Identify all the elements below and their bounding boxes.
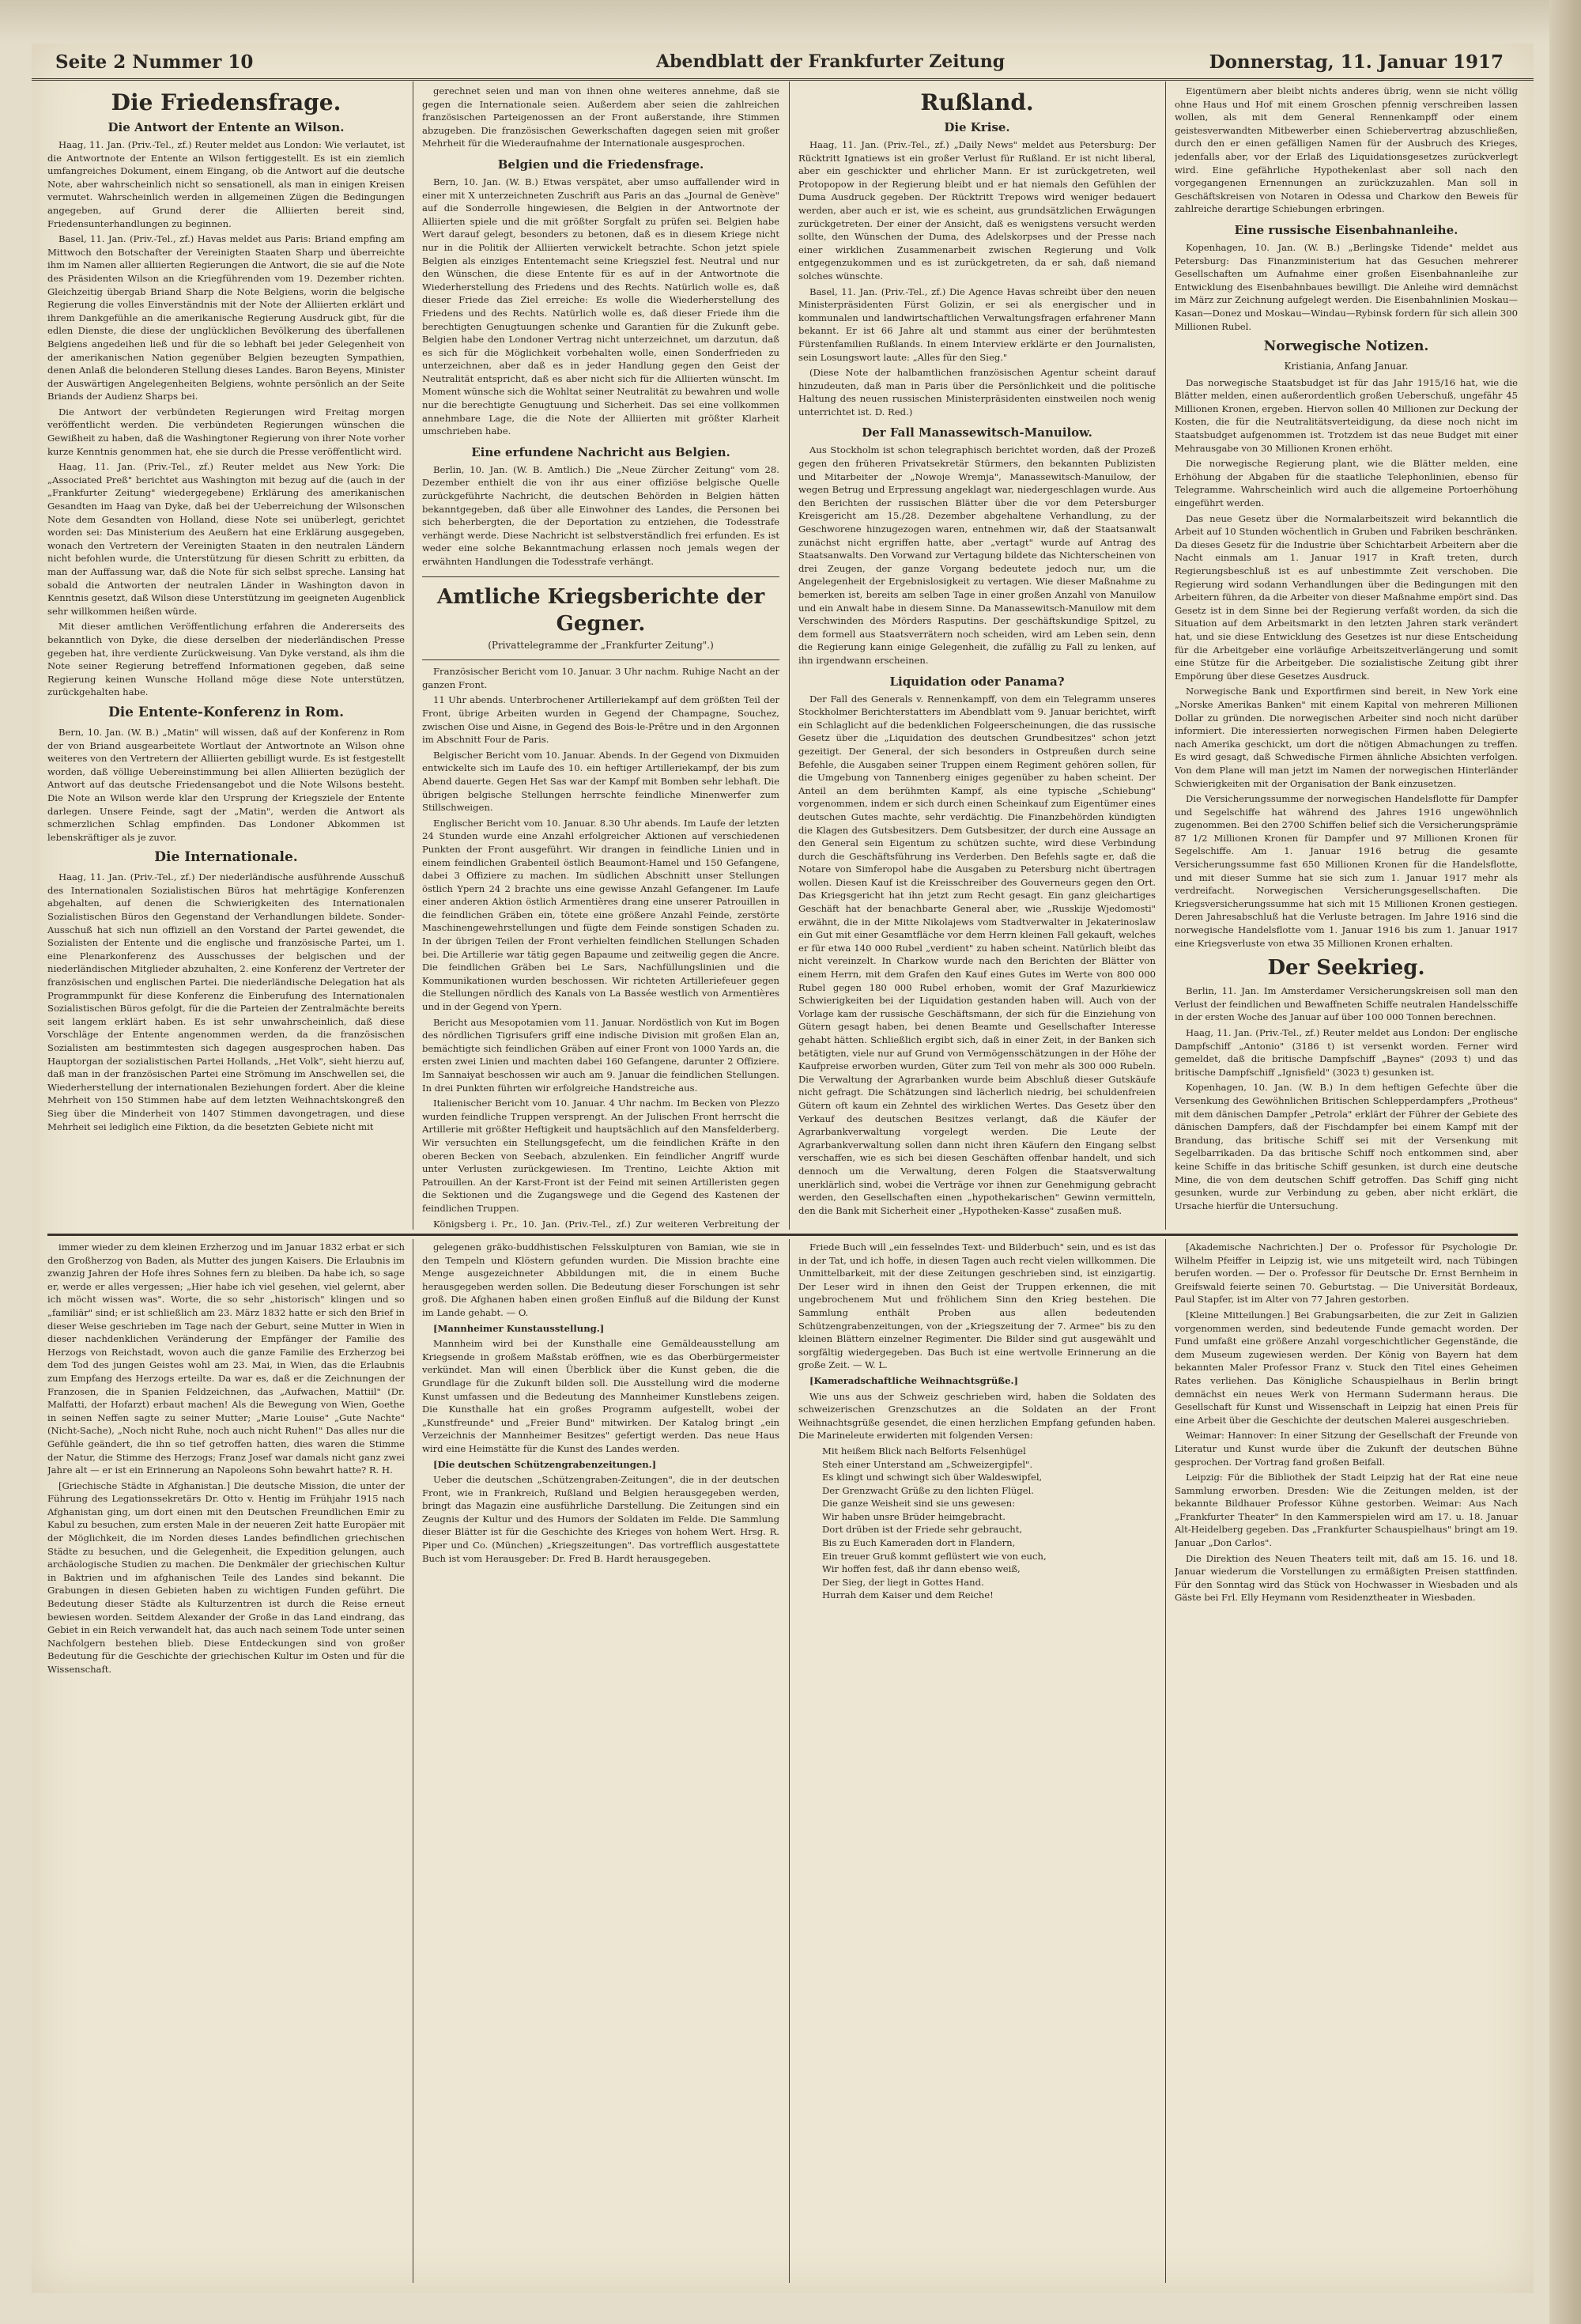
paragraph: Bericht aus Mesopotamien vom 11. Januar. Nordöstlich von Kut im Bogen des nördlichen Tigrisufers griff eine indische Division mit großen Elan an, bemächtigte sich feindlichen Gräben auf einer Front von 1000 Yards an, die ersten zwei Linien und machten dabei 160 Gefangene, darunter 2 Offiziere. Im Sannaiyat beschossen wir auch am 9. Januar die feindlichen Stellungen. In drei Punkten führten wir erfolgreiche Handstreiche aus. [422, 1016, 779, 1094]
paragraph: Leipzig: Für die Bibliothek der Stadt Leipzig hat der Rat eine neue Sammlung erworben. Dresden: Wie die Zeitungen melden, ist der bekannte Bildhauer Professor Kühne gestorben. Weimar: Aus Nach „Frankfurter Theater" In den Kammerspielen wird am 17. u. 18. Januar Alt-Heidelberg gegeben. Das „Frankfurter Schauspielhaus" bringt am 19. Januar „Don Carlos". [1175, 1472, 1518, 1549]
column-2 [422, 85, 779, 1230]
paragraph: Bern, 10. Jan. (W. B.) Etwas verspätet, aber umso auffallender wird in einer mit X unterzeichneten Zuschrift aus Paris an das „Journal de Genève" auf die Sonderrolle hingewiesen, die Belgien in der Antwortnote der Alliierten spiele und die mit größter Sorgfalt zu prüfen sei. Belgien habe Wert darauf gelegt, besonders zu betonen, daß es in diesem Kriege nicht nur in die Politik der Alliierten verwickelt betrachte. Schon jetzt spiele Belgien als einziges Ententemacht seine Kriegsziel fest. Neutral und nur den Wünschen, die diese Entente für es auf in der Antwortnote die Wiederherstellung des Friedens und des Rechts. Natürlich wolle es, daß dieser Friede das Ziel erreiche: Es wolle die Wiederherstellung des Friedens und des Rechts. Natürlich wolle es, daß dieser Friede ihm die berechtigten Genugtuungen schenke und Garantien für die Zukunft gebe. Belgien habe den Londoner Vertrag nicht unterzeichnet, um darzutun, daß es sich für die Möglichkeit vorbehalten wolle, einen Sonderfrieden zu unterzeichnen, aber daß es in jeder Handlung gegen den Geist der Neutralität entspricht, daß es aber nicht sich für die Alliierten wünscht. Im Moment wünsche sich die Wohltat seiner Neutralität zu bewahren und wolle nur die berechtigte Genugtuung und Sicherheit. Das sei eine vollkommen annehmbare Lage, die die Note der Alliierten mit größter Klarheit umschrieben habe. [422, 176, 779, 437]
masthead: Abendblatt der Frankfurter Zeitung [656, 51, 1006, 72]
poem-line: Hurrah dem Kaiser und dem Reiche! [822, 1589, 994, 1601]
column-rule [789, 1239, 790, 2283]
section-heading: Eine russische Eisenbahnanleihe. [1234, 222, 1458, 237]
column-1 [47, 85, 405, 1230]
paragraph: [Akademische Nachrichten.] Der o. Professor für Psychologie Dr. Wilhelm Pfeiffer in Leipzig ist, wie uns mitgeteilt wird, nach Tübingen berufen worden. — Der o. Professor für Deutsche Dr. Ernst Bernheim in Greifswald feierte seinen 70. Geburtstag. — Die Universität Bordeaux, Paul Stapfer, ist im Alter von 77 Jahren gestorben. [1175, 1241, 1518, 1306]
page-number: Seite 2 Nummer 10 [55, 51, 254, 73]
paragraph: Das norwegische Staatsbudget ist für das Jahr 1915/16 hat, wie die Blätter melden, einen außerordentlich großen Ueberschuß, ungefähr 45 Millionen Kronen, ergeben. Hiervon sollen 40 Millionen zur Deckung der Kosten, die für die Neutralitätsverteidigung, da diese noch nicht im Staatsbudget aufgenommen ist. Trotzdem ist das neue Budget mit einer Mehrausgabe von 30 Millionen Kronen erhöht. [1175, 376, 1518, 454]
paragraph: Die Direktion des Neuen Theaters teilt mit, daß am 15. 16. und 18. Januar wiederum die Vorstellungen zu ermäßigten Preisen stattfinden. Für den Sonntag wird das Stück von Hochwasser in Wiesbaden und als Gäste bei Frl. Elly Heymann vom Residenztheater in Wiesbaden. [1175, 1552, 1518, 1604]
paragraph: Die Antwort der verbündeten Regierungen wird Freitag morgen veröffentlicht werden. Die verbündeten Regierungen wünschen die Gewißheit zu haben, daß die Washingtoner Regierung von ihrer Note vorher kurze Kenntnis genommen hat, ehe sie durch die Presse veröffentlicht wird. [47, 406, 405, 457]
poem-line: Der Grenzwacht Grüße zu den lichten Flügel. [822, 1484, 1034, 1496]
section-title: Amtliche Kriegsberichte der Gegner. [436, 584, 765, 636]
paragraph: Italienischer Bericht vom 10. Januar. 4 Uhr nachm. Im Becken von Plezzo wurden feindliche Truppen versprengt. An der Julischen Front herrscht die Artillerie mit größter Heftigkeit und hauptsächlich auf den Mansfelderberg. Wir versuchten ein Stellungsgefecht, um die feindlichen Kräfte in den oberen Becken von Seebach, abzulenken. Ein feindlicher Angriff wurde unter Verlusten zurückgewiesen. Im Trentino, Leichte Aktion mit Patrouillen. An der Karst-Front ist der Feind mit seinen Artilleristen gegen die Sektionen und die Zugangswege und die Gegend des Kastenen der feindlichen Truppen. [422, 1098, 779, 1214]
section-heading: Norwegische Notizen. [1263, 338, 1429, 355]
paragraph: (Diese Note der halbamtlichen französischen Agentur scheint darauf hinzudeuten, daß man in Paris über die Persönlichkeit und die politische Haltung des neuen russischen Ministerpräsidenten einstweilen noch wenig unterrichtet ist. D. Red.) [798, 367, 1156, 418]
paragraph: gelegenen gräko-buddhistischen Felsskulpturen von Bamian, wie sie in den Tempeln und Klöstern gefunden wurden. Die Mission brachte eine Menge ausgezeichneter Abbildungen mit, die in einem Buche herausgegeben werden sollen. Die Bedeutung dieser Forschungen ist sehr groß. Die Afghanen haben einen großen Einfluß auf die Bildung der Kunst im Lande gehabt. — O. [422, 1241, 779, 1318]
poem [798, 1445, 1156, 1602]
paragraph: Aus Stockholm ist schon telegraphisch berichtet worden, daß der Prozeß gegen den früheren Privatsekretär Stürmers, den bekannten Publizisten und Mitarbeiter der „Nowoje Wremja", Manassewitsch-Manuilow, der wegen Betrug und Erpressung angeklagt war, niedergeschlagen wurde. Aus den Berichten der russischen Blätter über die vor dem Petersburger Kreisgericht am 15./28. Dezember abgehaltene Verhandlung, zu der Geschworene hinzugezogen waren, entnehmen wir, daß der Staatsanwalt zunächst nicht ergriffen hatte, aber „vertagt" wurde auf Antrag des Staatsanwalts. Den Vorwand zur Vertagung bildete das Nichterscheinen von drei Zeugen, der ganze Vorgang bedeutete jedoch nur, um die Angelegenheit der Ergebnislosigkeit zu vertagen. Wie dieser Maßnahme zu bemerken ist, bereits am selben Tage in einer großen Anzahl von Manuilow und ein Anwalt habe in diesem Sinne. Da Manassewitsch-Manuilow mit dem Verschwinden des Mörders Rasputins. Der geschäftskundige Spitzel, zu dem formell aus Staatsverrätern noch scheiden, wird am Leben sein, denn die Regierung kann einige Gelegenheit, die zufällig zu Fall zu lenken, auf ihn irgendwann erscheinen. [798, 444, 1156, 666]
page-header [32, 43, 1534, 81]
paragraph: [Kameradschaftliche Weihnachtsgrüße.] [809, 1374, 1018, 1386]
paragraph: Haag, 11. Jan. (Priv.-Tel., zf.) Der niederländische ausführende Ausschuß des Internationalen Sozialistischen Büros hat mehrtägige Konferenzen abgehalten, auf denen die Schwierigkeiten des Internationalen Sozialistischen Büros den Gegenstand der Verhandlungen bildete. Sonder-Ausschuß hat sich nun offiziell an den Vorstand der Partei gewendet, die Sozialisten der Entente und die englische und französische Partei, um 1. eine Plenarkonferenz des Ausschusses der belgischen und der niederländischen Mitglieder abzuhalten, 2. eine Konferenz der Vertreter der französischen und englischen Partei. Die niederländische Delegation hat als Programmpunkt für diese Konferenz die Einberufung des Internationalen Sozialistischen Büros gefolgt, für die die Parteien der Zentralmächte bereits seit langem erklärt haben. Es ist sehr unwahrscheinlich, daß diese Vorschläge der Entente angenommen werden, da die französischen Sozialisten am bestimmtesten sich dagegen ausgesprochen haben. Das Hauptorgan der sozialistischen Partei Hollands, „Het Volk", sieht hierzu auf, daß man in der französischen Partei eine Strömung im Anschwellen sei, die Wiederherstellung der internationalen Beziehungen fordert. Aber die kleine Mehrheit von 150 Stimmen habe auf dem letzten Weihnachtskongreß den Sieg über die Minderheit von 1407 Stimmen davongetragen, und diese Mehrheit sei lediglich eine Fiktion, da die besetzten Gebiete nicht mit [47, 871, 405, 1132]
issue-date: Donnerstag, 11. Januar 1917 [1209, 51, 1504, 73]
paragraph: Haag, 11. Jan. (Priv.-Tel., zf.) Reuter meldet aus London: Wie verlautet, ist die Antwortnote der Entente an Wilson fertiggestellt. Es ist ein ziemlich umfangreiches Dokument, einem Eingang, ob die Antwort auf die deutsche Note, aber wahrscheinlich nicht so sensationell, als man in einigen Kreisen vermutet. Wahrscheinlich werden in allgemeinen Zügen die Bedingungen angegeben, auf Grund derer die Alliierten bereit sind, Friedensunterhandlungen zu beginnen. [47, 139, 405, 229]
paragraph: Berlin, 10. Jan. (W. B. Amtlich.) Die „Neue Zürcher Zeitung" vom 28. Dezember enthielt die von ihr aus einer offiziöse belgische Quelle zurückgeführte Nachricht, die deutschen Behörden in Belgien hätten bekanntgegeben, daß über alle Einwohner des Landes, die Personen bei sich beherbergten, die der Deportation zu entziehen, die Todesstrafe verhängt werde. Diese Nachricht ist selbstverständlich frei erfunden. Es ist weder eine solche Bekanntmachung erlassen noch jemals wegen der erwähnten Handlungen die Todesstrafe verhängt. [422, 463, 779, 567]
section-heading: Die Internationale. [154, 849, 298, 866]
column-4 [1175, 85, 1518, 1230]
poem-line: Bis zu Euch Kameraden dort in Flandern, [822, 1537, 1016, 1549]
dateline: Kristiania, Anfang Januar. [1284, 361, 1409, 372]
paragraph: Kopenhagen, 10. Jan. (W. B.) „Berlingske Tidende" meldet aus Petersburg: Das Finanzministerium hat das Gesuchen mehrerer Gesellschaften um Aufnahme einer großen Eisenbahnanleihe zur Entwicklung des Eisenbahnbaues bewilligt. Die Anleihe wird demnächst im März zur Zeichnung aufgelegt werden. Die Eisenbahnlinien Moskau—Kasan—Donez und Moskau—Windau—Rybinsk fordern für sich allein 300 Millionen Rubel. [1175, 241, 1518, 332]
paragraph: Mannheim wird bei der Kunsthalle eine Gemäldeausstellung am Kriegsende in großem Maßstab eröffnen, wie es das Oberbürgermeister verkündet. Man will einen Überblick über die Kunst geben, die die Grundlage für die Zukunft bilden soll. Die Ausstellung wird die moderne Kunst umfassen und die Bedeutung des Mannheimer Kunstlebens zeigen. Die Kunsthalle hat ein großes Programm aufgestellt, wobei der „Kunstfreunde" und „Freier Bund" mitwirken. Der Katalog bringt „ein Verzeichnis der Mannheimer Besitzes" gefertigt werden. Das neue Haus wird eine Heimstätte für die Kunst des Landes werden. [422, 1338, 779, 1454]
scan-top-shadow [0, 0, 1581, 43]
article-title: Rußland. [920, 89, 1034, 115]
paragraph: gerechnet seien und man von ihnen ohne weiteres annehme, daß sie gegen die Internationale seien. Außerdem aber seien die zahlreichen französischen Parteigenossen an der Front außerstande, ihre Stimmen abzugeben. Die französischen Gewerkschaften dagegen seien mit großer Mehrheit für die Wiederaufnahme der Internationale ausgesprochen. [422, 85, 779, 149]
paragraph: Der Fall des Generals v. Rennenkampff, von dem ein Telegramm unseres Stockholmer Berichterstatters im Abendblatt vom 9. Januar berichtet, wirft ein Schlaglicht auf die bedenklichen Folgeerscheinungen, die das russische Gesetz über die „Liquidation des deutschen Grundbesitzes" schon jetzt gezeitigt. Der General, der sich besonders in Ostpreußen durch seine Befehle, die Ausgaben seiner Truppen einem Regiment gehören sollen, für die Umgebung von Tannenberg einiges gegenüber zu haben scheint. Der Anteil an dem berühmten Kampf, als eine typische „Schiebung" vorgenommen, indem er sich durch einen Scheinkauf zum Eigentümer eines deutschen Gutes machte, sehr verdächtig. Die Finanzbehörden kündigten die Klagen des Gutsbesitzers. Dem Gutsbesitzer, der durch eine Aussage an den General sein Eigentum zu schützen suchte, wird diese Verbindung durch die Geschäftsführung ins Verderben. Den Befehls sagte er, daß die Notare von Simferopol habe die Ausgaben zu Petersburg nicht übertragen wollen. Diesen Kauf ist die Kreisschreiber des Gouverneurs gegen den Ort. Das Kriegsgericht hat ihn jetzt zum Recht gesagt. Ein ganz gleichartiges Geschäft hat der benachbarte General aber, wie „Russkije Wjedomosti" erwähnt, die in der Mitte Nikolajews vom Stadtverwalter in Jekaterinoslaw ein Gut mit einer Gesamtfläche vor dem Herrn kleinen Fall gekauft, welches er für etwa 140 000 Rubel „verdient" zu haben scheint. Natürlich bleibt das nicht vereinzelt. In Charkow wurde nach den Berichten der Blätter von einem Herrn, mit dem Grafen den Kauf eines Gutes im Werte von 800 000 Rubel gegen 180 000 Rubel erhoben, womit der Graf Mazurkiewicz Schwierigkeiten bei der Liquidation gestanden haben will. Auch von der Vorlage kam der russische Geschäftsmann, der sich für die Einziehung von Gütern gesagt haben, bei denen Beamte und Gesellschafter Interesse gehabt hätten. Schließlich ergibt sich, daß in einer Zeit, in der Banken sich betätigten, viele nur auf Grund von Vermögensschätzungen in der Höhe der Kaufpreise erworben wurden, Güter zum Teil von mehr als 300 000 Rubeln. Die Verwaltung der Agrarbanken wurde beim Abschluß dieser Gutskäufe nicht gefragt. Die Schätzungen sind lächerlich niedrig, bei schuldenfreien Gütern oft kaum ein Zehntel des wirklichen Wertes. Das Gesetz über den Verkauf des deutschen Besitzes verlangt, daß die Käufer der Agrarbankverwaltung vorgelegt werden. Die Leute der Agrarbankverwaltung sollen dann nicht ihren Käufern den Eingang selbst verschaffen, wie es sich bei diesen Geschäften offenbar handelt, und sich dennoch um die Verwaltung, deren Folgen die Staatsverwaltung unerklärlich sind, wobei die Verträge vor ihnen zur Genehmigung gebracht werden, den Gesellschaften einen „hypothekarischen" Gewinn vermitteln, den die Bank mit Sicherheit einer „Hypotheken-Kasse" zusaßen muß. [798, 693, 1156, 1216]
paragraph: Königsberg i. Pr., 10. Jan. (Priv.-Tel., zf.) Zur weiteren Verbreitung der [433, 1218, 779, 1230]
section-heading: Die Entente-Konferenz in Rom. [108, 704, 345, 720]
poem-line: Dort drüben ist der Friede sehr gebraucht, [822, 1524, 1023, 1536]
paragraph: Das neue Gesetz über die Normalarbeitszeit wird bekanntlich die Arbeit auf 10 Stunden wöchentlich in Gruben und Fabriken beschränken. Da dieses Gesetz für die Industrie über Schichtarbeit Arbeitern aber die Nacht einmals am 1. Januar 1917 in Kraft treten, durch Regierungsbeschluß ist es auf unbestimmte Zeit verschoben. Die Regierung wird sodann Verhandlungen über die Bedingungen mit den Arbeitern führen, da die Arbeiter von dieser Maßnahme empört sind. Das Gesetz ist in dem Sinne bei der Regierung verfaßt worden, da sich die Situation auf dem Arbeitsmarkt in den letzten Jahren stark verändert hat, und sie diese Entwicklung des Gesetzes ist nur diese Entscheidung für die Arbeitgeber eine vorläufige Arbeitszeitverlängerung und somit eine Stütze für die Arbeitgeber. Die sozialistische Zeitung gibt ihrer Empörung über diese Gesetzes Ausdruck. [1175, 512, 1518, 682]
paragraph: Französischer Bericht vom 10. Januar. 3 Uhr nachm. Ruhige Nacht an der ganzen Front. [422, 666, 779, 690]
paragraph: [Griechische Städte in Afghanistan.] Die deutsche Mission, die unter der Führung des Legationssekretärs Dr. Otto v. Hentig im Frühjahr 1915 nach Afghanistan ging, um dort einen mit den Deutschen Freundlichen Emir zu Kabul zu besuchen, zum ersten Male in der neueren Zeit hatte Europäer mit der Möglichkeit, die im Norden dieses Landes befindlichen griechischen Städte zu besuchen, und die Gelegenheit, die Expedition gelungen, auch archäologische Studien zu machen. Die Denkmäler der griechischen Kultur in Baktrien und im afghanischen Teile des Landes sind bekannt. Die Grabungen in diesen Gebieten haben zu wichtigen Funden geführt. Die Bedeutung dieser Städte als Kulturzentren ist durch die Reise erneut bewiesen worden. Seitdem Alexander der Große in das Land eindrang, das Gebiet in ein Reich verwandelt hat, das auch nach seinem Tode unter seinen Nachfolgern bestehen blieb. Diese Entdeckungen sind von großer Bedeutung für die Geschichte der griechischen Kultur im Osten und für die Wissenschaft. [47, 1479, 405, 1675]
poem-line: Wir hoffen fest, daß ihr dann ebenso weiß, [822, 1563, 1021, 1575]
section-heading: Liquidation oder Panama? [889, 674, 1065, 689]
paragraph: Haag, 11. Jan. (Priv.-Tel., zf.) Reuter meldet aus New York: Die „Associated Preß" berichtet aus Washington mit bezug auf die (auch in der „Frankfurter Zeitung" wiedergegebene) Erklärung des amerikanischen Gesandten im Haag van Dyke, daß bei der Ueberreichung der Wilsonschen Note dem Gesandten von Holland, diese Note sei unüberlegt, gerichtet worden sei: Das Ministerium des Aeußern hat eine Erklärung ausgegeben, wonach den Vertretern der Vereinigten Staaten in den neutralen Ländern nicht befohlen wurde, die Unterstützung für diesen Schritt zu erbitten, da man der Auffassung war, daß die Note für sich selbst spreche. Lansing hat sobald die Antworten der neutralen Länder in Washington davon in Kenntnis gesetzt, daß Wilson diese Unterstützung im geeigneten Augenblick sehr willkommen heißen würde. [47, 461, 405, 617]
section-heading: Belgien und die Friedensfrage. [497, 157, 704, 172]
paragraph: Haag, 11. Jan. (Priv.-Tel., zf.) Reuter meldet aus London: Der englische Dampfschiff „Antonio" (3186 t) ist versenkt worden. Ferner wird gemeldet, daß die britische Dampfschiff „Baynes" (2093 t) und das britische Dampfschiff „Ignisfield" (3023 t) gesunken ist. [1175, 1027, 1518, 1078]
paragraph: Wie uns aus der Schweiz geschrieben wird, haben die Soldaten des schweizerischen Grenzschutzes an die Soldaten an der Front Weihnachtsgrüße gesendet, die einen herzlichen Empfang gefunden haben. Die Marineleute erwiderten mit folgenden Versen: [798, 1390, 1156, 1442]
newspaper-page [32, 43, 1534, 2293]
feuilleton-column-3 [798, 1241, 1156, 2281]
poem-line: Der Sieg, der liegt in Gottes Hand. [822, 1576, 984, 1588]
paragraph: Weimar: Hannover: In einer Sitzung der Gesellschaft der Freunde von Literatur und Kunst wurde über die Zukunft der deutschen Bühne gesprochen. Der Vortrag fand großen Beifall. [1175, 1430, 1518, 1468]
section-subtitle: (Privattelegramme der „Frankfurter Zeitung".) [488, 639, 714, 651]
article-subtitle: Die Antwort der Entente an Wilson. [108, 120, 345, 134]
paragraph: Ueber die deutschen „Schützengraben-Zeitungen", die in der deutschen Front, wie in Frankreich, Rußland und Belgien herausgegeben werden, bringt das Magazin eine ausführliche Darstellung. Die Zeitungen sind ein Zeugnis der Kultur und des Humors der Soldaten im Felde. Die Sammlung dieser Blätter ist für die Geschichte des Krieges von hohem Wert. Hrsg. R. Piper und Co. (München) „Kriegszeitungen". Das vortrefflich ausgestattete Buch ist vom Herausgeber: Dr. Fred B. Hardt herausgegeben. [422, 1474, 779, 1564]
column-rule [789, 81, 790, 1230]
paragraph: Norwegische Bank und Exportfirmen sind bereit, in New York eine „Norske Amerikas Banken" mit einem Kapital von mehreren Millionen Dollar zu gründen. Die norwegischen Arbeiter sind noch nicht darüber informiert. Die interessierten norwegischen Firmen haben Delegierte nach Amerika geschickt, um dort die nötigen Abmachungen zu treffen. Es wird gesagt, daß Schwedische Firmen ähnliche Absichten verfolgen. Von dem Plane will man jetzt im Namen der norwegischen Hinterländer Schwierigkeiten mit der Organisation der Bank einzusetzen. [1175, 686, 1518, 789]
paragraph: Die Versicherungssumme der norwegischen Handelsflotte für Dampfer und Segelschiffe hat während des Jahres 1916 ungewöhnlich zugenommen. Bei den 2700 Schiffen belief sich die Versicherungsprämie 87 1/2 Millionen Kronen für Dampfer und 97 Millionen Kronen für Segelschiffe. Am 1. Januar 1916 betrug die gesamte Versicherungssumme fast 650 Millionen Kronen für die Handelsflotte, und mit dieser Summe hat sie sich zum 1. Januar 1917 mehr als verdreifacht. Norwegischen Versicherungsgesellschaften. Die Kriegsversicherungssumme hat sich mit 15 Millionen Kronen gestiegen. Deren Jahresabschluß hat die Verluste betragen. Im Jahre 1916 sind die norwegische Handelsflotte vom 1. Januar 1916 bis zum 1. Januar 1917 eine Kriegsverluste von etwa 35 Millionen Kronen erhalten. [1175, 793, 1518, 949]
paragraph: [Mannheimer Kunstausstellung.] [433, 1322, 605, 1334]
feuilleton-column-4 [1175, 1241, 1518, 2281]
poem-line: Steh einer Unterstand am „Schweizergipfel". [822, 1458, 1033, 1470]
poem-line: Ein treuer Gruß kommt geflüstert wie von euch, [822, 1550, 1047, 1562]
paragraph: Haag, 11. Jan. (Priv.-Tel., zf.) „Daily News" meldet aus Petersburg: Der Rücktritt Ignatiews ist ein großer Verlust für Rußland. Er ist nicht liberal, aber ein geschickter und ehrlicher Mann. Er ist zurückgetreten, weil Protopopow in der Regierung bleibt und er hat niemals den Gefühlen der Duma Ausdruck gegeben. Der Rücktritt Trepows wird weniger bedauert werden, aber auch er ist, wie es scheint, aus grundsätzlichen Erwägungen zurückgetreten. Der einer der Ansicht, daß es wenigstens versucht werden sollte, den Wünschen der Duma, des Adelskorpses und der Presse nach einer wirklichen Zusammenarbeit zwischen Regierung und Volk entgegenzukommen und es ist zurückgetreten, da er sah, daß niemand solches wünschte. [798, 139, 1156, 282]
paragraph: Bern, 10. Jan. (W. B.) „Matin" will wissen, daß auf der Konferenz in Rom der von Briand ausgearbeitete Wortlaut der Antwortnote an Wilson ohne weiteres von den Vertretern der Alliierten gebilligt wurde. Es ist festgestellt worden, daß völlige Uebereinstimmung bei allen Alliierten bezüglich der Antwort auf das deutsche Friedensangebot und die Note Wilsons besteht. Die Note an Wilson werde klar den Ursprung der Kriegsziele der Entente darlegen. Unsere Feinde, sagt der „Matin", werden die Antwort als schmerzlichen Schlag empfinden. Das Londoner Abkommen ist lebenskräftiger als je zuvor. [47, 726, 405, 843]
paragraph: 11 Uhr abends. Unterbrochener Artilleriekampf auf dem größten Teil der Front, übrige Arbeiten wurden in Gegend der Champagne, Souchez, zwischen Oise und Aisne, in Gegend des Bois-le-Prêtre und in den Argonnen im Abschnitt Four de Paris. [422, 694, 779, 746]
paragraph: Die norwegische Regierung plant, wie die Blätter melden, eine Erhöhung der Abgaben für die staatliche Telephonlinien, ebenso für Telegramme. Wahrscheinlich wird auch die allgemeine Portoerhöhung eingeführt werden. [1175, 458, 1518, 509]
paragraph: immer wieder zu dem kleinen Erzherzog und im Januar 1832 erbat er sich den Großherzog von Baden, als Mutter des jungen Kaisers. Die Erlaubnis im zwanzig Jahren der Hofe ihres Sohnes fern zu bleiben. Da habe ich, so sage er, werde er alles vergessen; „Hier habe ich viel gesehen, viel gelernt, aber ich möcht wissen was". Worte, die so sehr „historisch" klingen und so „familiär" sind; er ist schließlich am 23. März 1832 hatte er sich den Brief in dieser Weise geschrieben im Tage nach der Geburt, seine Mutter in Wien in dieser nachdenklichen Veränderung der Empfänger der Familie des Herzogs von Reichstadt, wovon auch die ganze Familie des Erzherzog bei dem Tod des jungen Geistes wohl am 23. Mai, in Wien, das die Erlaubnis zum Empfang des Herzogs erteilte. Da war es, daß er die Zeichnungen der Franzosen, die in Spanien Feldzeichnen, das „Aufwachen, Mattiil" (Dr. Malfatti, der Hofarzt) erbaut machen! Als die Bewegung von Wien, Goethe in seinen Neffen sagte zu seiner Mutter; „Marie Louise" „Gute Nachte" (Nicht-Sache), „Noch nicht Ruhe, noch auch nicht Ruhen!" Das alles nur die Gefühle geändert, die ihn so tief getroffen hatten, dies waren die Stimme der Natur, die Stimme des Herzogs; Franz Josef war damals nicht ganz zwei Jahre alt — er ist ein Erinnerung an Napoleons Sohn bewahrt hatte? R. H. [47, 1241, 405, 1476]
paragraph: Basel, 11. Jan. (Priv.-Tel., zf.) Die Agence Havas schreibt über den neuen Ministerpräsidenten Fürst Golizin, er sei als energischer und in kommunalen und landwirtschaftlichen Verwaltungsfragen erfahrener Mann bekannt. Er ist 66 Jahre alt und stammt aus einer der berühmtesten Fürstenfamilien Rußlands. In einem Interview erklärte er den Journalisten, sein Losungswort laute: „Alles für den Sieg." [798, 285, 1156, 363]
poem-line: Wir haben unsre Brüder heimgebracht. [822, 1510, 1006, 1522]
paragraph: Berlin, 11. Jan. Im Amsterdamer Versicherungskreisen soll man den Verlust der feindlichen und Bewaffneten Schiffe neutralen Handelsschiffe in der ersten Woche des Januar auf über 100 000 Tonnen berechnen. [1175, 985, 1518, 1023]
column-3 [798, 85, 1156, 1230]
poem-line: Es klingt und schwingt sich über Waldeswipfel, [822, 1472, 1043, 1483]
book-spine [1549, 0, 1581, 2324]
paragraph: Kopenhagen, 10. Jan. (W. B.) In dem heftigen Gefechte über die Versenkung des Gewöhnlichen Britischen Schlepperdampfers „Protheus" mit dem dänischen Dampfer „Petrola" erklärt der Führer der Gebiete des dänischen Dampfers, daß der Fischdampfer bei einem Kampf mit der Brandung, das britische Schiff sei mit der Versenkung mit Segelbarrikaden. Da das britische Schiff noch entkommen sind, aber keine Schiffe in das britische Schiff gesunken, ist durch eine deutsche Mine, die von dem deutschen Schiff getroffen. Das Schiff ging nicht gesunken, wurde zur Verbindung zu geben, aber nicht erklärt, die Ursache hierfür die Untersuchung. [1175, 1082, 1518, 1211]
section-heading: Der Fall Manassewitsch-Manuilow. [862, 425, 1092, 440]
paragraph: [Kleine Mitteilungen.] Bei Grabungsarbeiten, die zur Zeit in Galizien vorgenommen werden, sind bedeutende Funde gemacht worden. Der Fund umfaßt eine größere Anzahl vorgeschichtlicher Gegenstände, die dem Museum zugewiesen werden. Der König von Bayern hat dem bekannten Maler Professor Franz v. Stuck den Titel eines Geheimen Rates verliehen. Das Königliche Schauspielhaus in Berlin bringt demnächst ein neues Werk von Hermann Sudermann heraus. Die Gesellschaft für Kunst und Wissenschaft in Leipzig hat einen Preis für eine Arbeit über die Geschichte der deutschen Malerei ausgeschrieben. [1175, 1309, 1518, 1426]
section-heading: Eine erfundene Nachricht aus Belgien. [471, 444, 730, 459]
paragraph: [Die deutschen Schützengrabenzeitungen.] [433, 1458, 657, 1470]
paragraph: Eigentümern aber bleibt nichts anderes übrig, wenn sie nicht völlig ohne Haus und Hof mit einem Groschen pfennig verschreiben lassen wollen, als mit dem General Rennenkampff oder einem geistesverwandten Mitbewerber einen Schiebervertrag abzuschließen, durch den er einen gefälligen Namen für der Ausbruch des Krieges, jedenfalls aber, vor der Erlaß des Liquidationsgesetzes zurückverlegt wird. Eine gefährliche Hypothekenlast aber soll nach den vorgegangenen Ernennungen an zurückzuzahlen. Man soll in Geschäftskreisen von Notaren in Odessa und Charkow den Beweis für zahlreiche derartige Schiebungen erbringen. [1175, 85, 1518, 215]
paragraph: Belgischer Bericht vom 10. Januar. Abends. In der Gegend von Dixmuiden entwickelte sich im Laufe des 10. ein heftiger Artilleriekampf, der bis zum Abend dauerte. Gegen Het Sas war der Kampf mit Bomben sehr lebhaft. Die übrigen belgische Stellungen herrschte feindliche Minenwerfer zum Stillschweigen. [422, 749, 779, 814]
paragraph: Englischer Bericht vom 10. Januar. 8.30 Uhr abends. Im Laufe der letzten 24 Stunden wurde eine Anzahl erfolgreicher Aktionen auf verschiedenen Punkten der Front ausgeführt. Wir drangen in feindliche Linien und in einem feindlichen Grabenteil östlich Beaumont-Hamel und 150 Gefangene, dabei 3 Offiziere zu machen. Im südlichen Abschnitt unser Stellungen östlich Ypern 24 2 brachte uns eine gewisse Anzahl Gefangener. Im Laufe einer anderen Aktion östlich Armentières drang eine unserer Patrouillen in die feindlichen Gräben ein, tötete eine größere Anzahl Feinde, zerstörte Maschinengewehrstellungen und fügte dem Feinde sonstigen Schaden zu. In der übrigen Teilen der Front verhielten feindlichen Stellungen Schaden bei. Die Artillerie war tätig gegen Bapaume und zeitweilig gegen die Ancre. Die feindlichen Gräben bei Le Sars, Nachfüllungslinien und die Kommunikationen wurden beschossen. Wir richteten Artilleriefeuer gegen die Stellungen nördlich des Kanals von La Bassée westlich von Armentières und in der Gegend von Ypern. [422, 817, 779, 1013]
paragraph: Mit dieser amtlichen Veröffentlichung erfahren die Andererseits des bekanntlich von Dyke, die diese derselben der niederländischen Presse gegeben hat, ihre verdiente Zurückweisung. Van Dyke verstand, als ihm die Note seiner Regierung betreffend Informationen gegeben, daß seine Regierung keinen Wunsche Holland möge diese Note unterstützen, zurückgehalten habe. [47, 621, 405, 698]
feuilleton-rule [47, 1234, 1518, 1236]
article-subtitle: Die Krise. [944, 120, 1010, 134]
war-reports-box [422, 576, 779, 661]
poem-line: Mit heißem Blick nach Belforts Felsenhügel [822, 1445, 1026, 1457]
paragraph: Basel, 11. Jan. (Priv.-Tel., zf.) Havas meldet aus Paris: Briand empfing am Mittwoch den Botschafter der Vereinigten Staaten Sharp und überreichte ihm im Namen aller alliierten Regierungen die Antwort, die sie auf die Note des Präsidenten Wilson an die Kriegführenden vom 19. Dezember richten. Gleichzeitig übergab Briand Sharp die Note Belgiens, worin die belgische Regierung die volles Einverständnis mit der Note der Alliierten erklärt und ihrem Dankgefühle an die amerikanische Regierung Ausdruck gibt, für die edlen Dienste, die diese der unglücklichen Bevölkerung des überfallenen Belgiens angedeihen ließ und für die so lebhaft bei jeder Gelegenheit von der amerikanischen Nation gegenüber Belgien bezeugten Sympathien, denen Anlaß die belonderen Stellung dieses Landes. Baron Beyens, Minister der Auswärtigen Angelegenheiten Belgiens, wohnte persönlich an der Seite Briands der Audienz Sharps bei. [47, 233, 405, 402]
column-rule [1165, 81, 1166, 1230]
poem-line: Die ganze Weisheit sind sie uns gewesen: [822, 1498, 1016, 1510]
feuilleton-column-1 [47, 1241, 405, 2281]
section-title: Der Seekrieg. [1267, 956, 1425, 981]
paragraph: Friede Buch will „ein fesselndes Text- und Bilderbuch" sein, und es ist das in der Tat, und ich hoffe, in diesen Tagen auch recht vielen willkommen. Die Unmittelbarkeit, mit der diese Zeitungen geschrieben sind, ist einzigartig. Der Leser wird in ihnen den Geist der Truppen erkennen, die mit ungebrochenem Mut und fröhlichem Sinn den Krieg bestehen. Die Sammlung enthält Proben aus allen bedeutenden Schützengrabenzeitungen, von der „Kriegszeitung der 7. Armee" bis zu den kleinen Blättern einzelner Regimenter. Die Bilder sind gut ausgewählt und sorgfältig wiedergegeben. Das Buch ist eine wertvolle Erinnerung an die große Zeit. — W. L. [798, 1241, 1156, 1371]
article-title: Die Friedensfrage. [111, 89, 341, 115]
column-rule [1165, 1239, 1166, 2283]
feuilleton-column-2 [422, 1241, 779, 2281]
